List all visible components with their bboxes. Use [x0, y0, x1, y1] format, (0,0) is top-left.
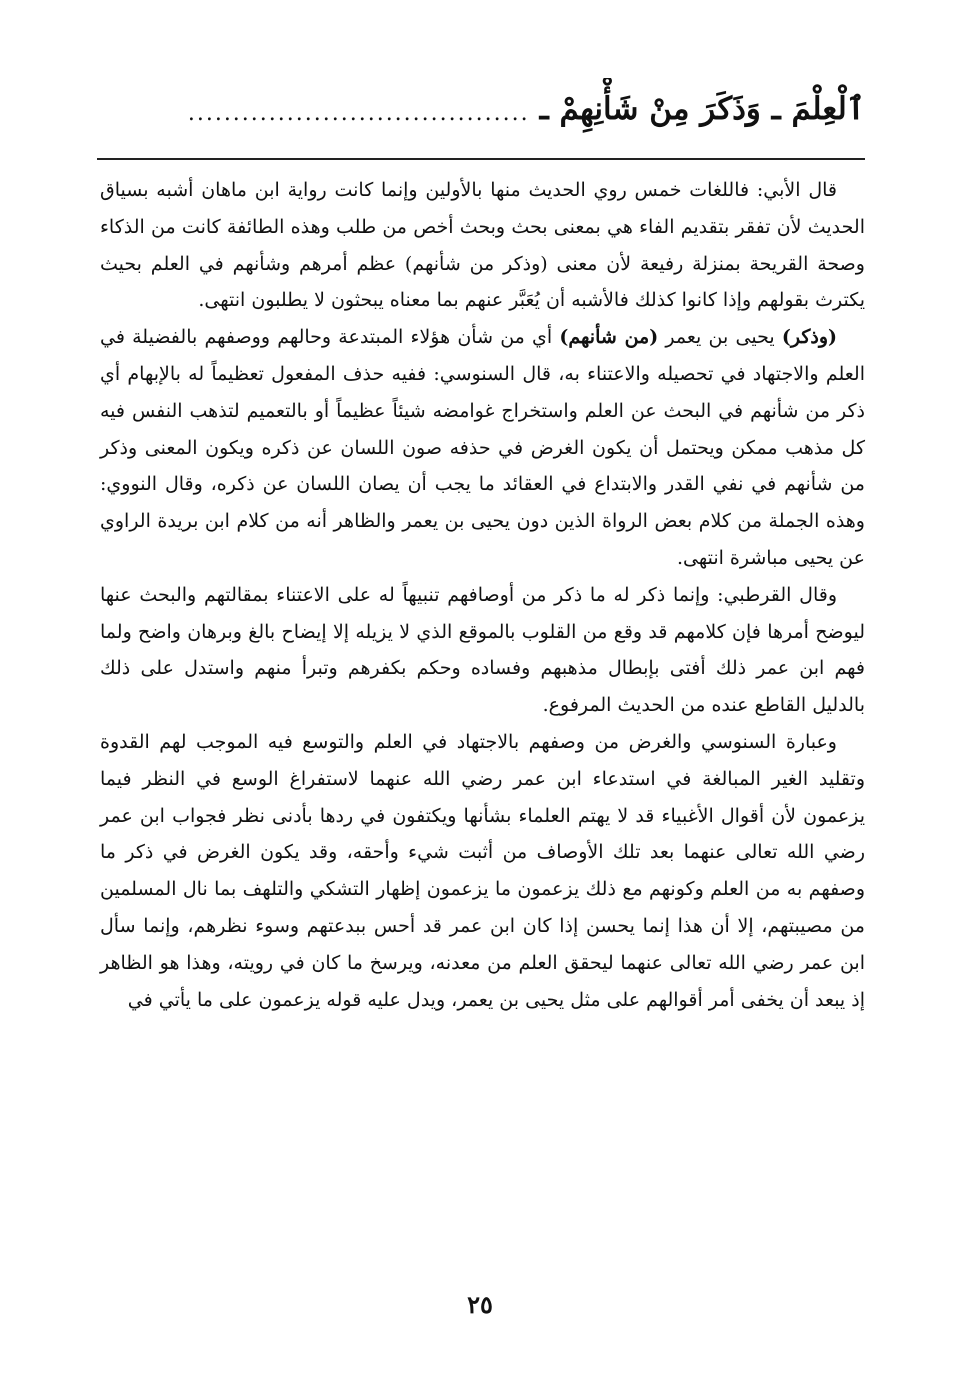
header-dot-leader: ...................................... [187, 101, 530, 126]
header-title: ٱلْعِلْمَ ـ وَذَكَرَ مِنْ شَأْنِهِمْ ـ [539, 91, 865, 127]
main-text [100, 172, 865, 1018]
paragraph-4: وعبارة السنوسي والغرض من وصفهم بالاجتهاد في العلم والتوسع فيه الموجب لهم القدوة وتقليد الغير المبالغة في استدعاء ابن عمر رضي الله عنهما لاستفراغ الوسع في النظر فيما يزعمون لأن أقوال الأغبياء قد لا يهتم العلماء بشأنها ويكتفون في ردها بأدنى نظر فجواب ابن عمر رضي الله تعالى عنهما بعد تلك الأوصاف من أثبت شيء وأحقه، وقد يكون الغرض في ذكر ما وصفهم به من العلم وكونهم مع ذلك يزعمون ما يزعمون إظهار التشكي والتلهف بما نال المسلمين من مصيبتهم، إلا أن هذا إنما يحسن إذا كان ابن عمر قد أحس ببدعتهم وسوء نظرهم، وإنما سأل ابن عمر رضي الله تعالى عنهما ليحقق العلم من معدنه، ويرسخ ما كان في رويته، وهذا هو الظاهر إذ يبعد أن يخفى أمر أقوالهم على مثل يحيى بن يعمر، ويدل عليه قوله يزعمون على ما يأتي في [100, 730, 865, 1011]
paragraph-2-segment-1: يحيى بن يعمر [658, 326, 782, 349]
bold-phrase-min-shanihim: (من شأنهم) [559, 326, 659, 349]
paragraph-1: قال الأبي: فاللغات خمس روي الحديث منها بالأولين وإنما كانت رواية ابن ماهان أشبه بسياق الحديث لأن تفقر بتقديم الفاء هي بمعنى بحث وبحث أخص من طلب وهذه الطائفة كانت من الذكاء وصحة القريحة بمنزلة رفيعة لأن معنى (وذكر من شأنهم) عظم أمرهم وشأنهم في العلم بحيث يكترث بقولهم وإذا كانوا كذلك فالأشبه أن يُعَبَّر عنهم بما معناه يبحثون لا يطلبون انتهى. [100, 179, 865, 312]
paragraph-3: وقال القرطبي: وإنما ذكر له ما ذكر من أوصافهم تنبيهاً له على الاعتناء بمقالتهم والبحث عنها ليوضح أمرها فإن كلامهم قد وقع من القلوب بالموقع الذي لا يزيله إلا إيضاح بالغ وبرهان واضح ولما فهم ابن عمر ذلك أفتى بإبطال مذهبهم وفساده وحكم بكفرهم وتبرأ منهم واستدل على ذلك بالدليل القاطع عنده من الحديث المرفوع. [100, 583, 865, 717]
running-header [100, 78, 865, 134]
bold-phrase-wadhakar: (وذكر) [781, 326, 837, 349]
page-number: ٢٥ [467, 1290, 493, 1319]
header-divider [97, 158, 865, 160]
paragraph-2 [100, 319, 865, 577]
paragraph-2-segment-2: أي من شأن هؤلاء المبتدعة وحالهم ووصفهم بالفضيلة في العلم والاجتهاد في تحصيله والاعتناء به، قال السنوسي: ففيه حذف المفعول تعظيماً له بالإبهام أي ذكر من شأنهم في البحث عن العلم واستخراج غوامضه شيئاً عظيماً أو بالتعميم لتذهب النفس فيه كل مذهب ممكن ويحتمل أن يكون الغرض في حذفه صون اللسان عن ذكره ويكون المعنى وذكر من شأنهم في نفي القدر والابتداع في العقائد ما يجب أن يصان اللسان عن ذكره، وقال النووي: وهذه الجملة من كلام بعض الرواة الذين دون يحيى بن يعمر والظاهر أنه من كلام ابن بريدة الراوي عن يحيى مباشرة انتهى. [100, 326, 865, 569]
